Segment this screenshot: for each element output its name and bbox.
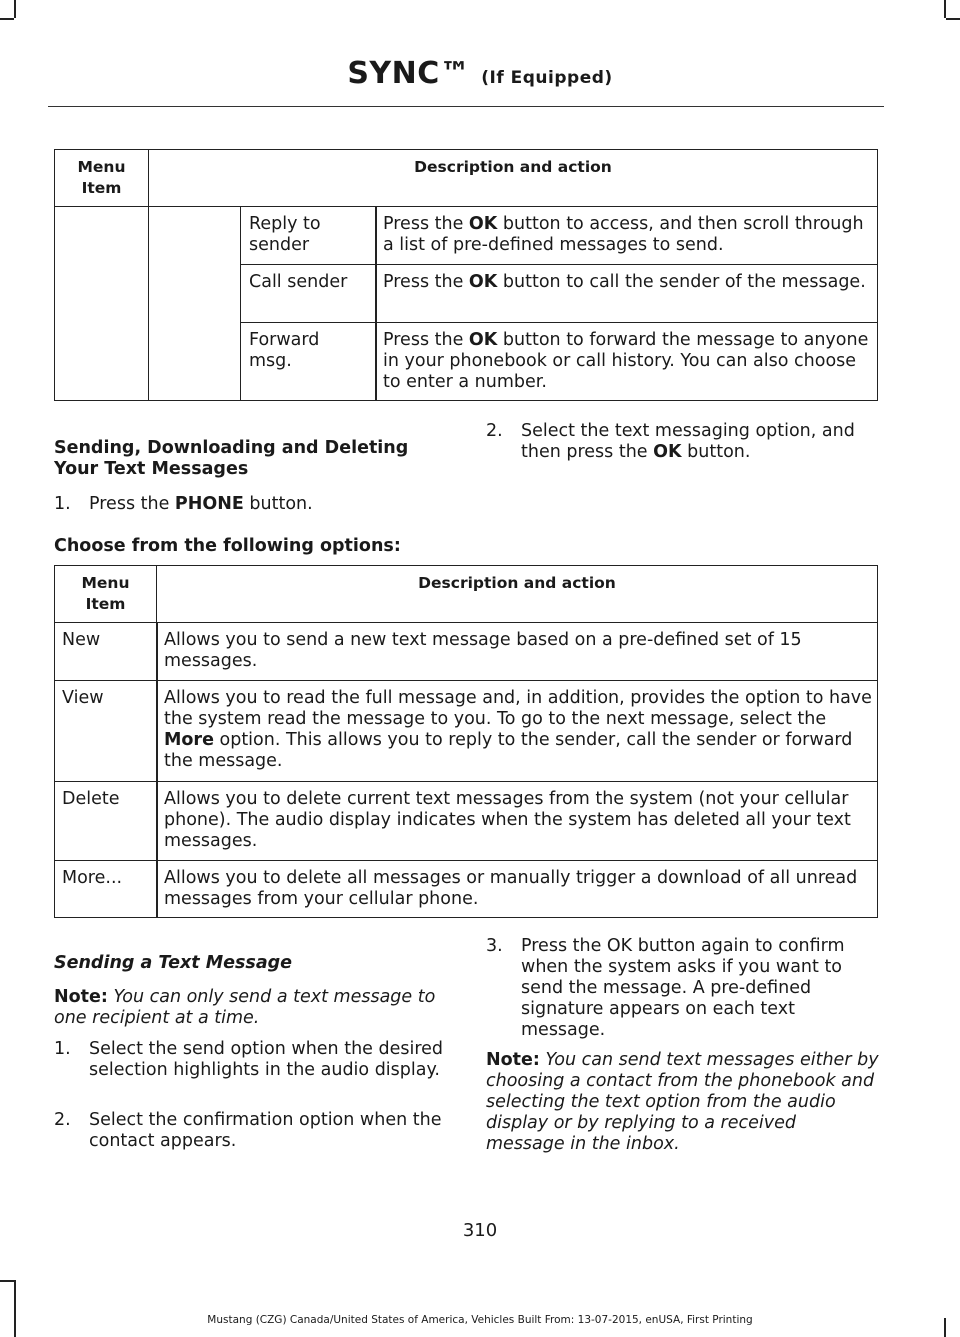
step-number: 3.: [486, 936, 503, 956]
column-header-menu-item: Menu Item: [55, 566, 157, 623]
crop-mark: [14, 0, 16, 18]
step-text: Select the confirmation option when the contact appears.: [89, 1110, 442, 1151]
row-item: New: [62, 630, 101, 650]
desc-bold: OK: [468, 330, 498, 350]
desc-text: Allows you to send a new text message based on a pre-defined set of 15 messages.: [164, 630, 802, 671]
column-header-description: Description and action: [157, 566, 877, 623]
step-text: Press the: [89, 494, 175, 514]
crop-mark: [944, 0, 946, 18]
row-item: Reply to sender: [249, 214, 321, 255]
table-row: [55, 861, 877, 917]
table-row: [241, 323, 877, 400]
row-item: Call sender: [249, 272, 348, 292]
row-item: Delete: [62, 789, 120, 809]
options-intro: Choose from the following options:: [54, 536, 401, 556]
crop-mark: [14, 1280, 16, 1337]
step-text: Select the send option when the desired selection highlights in the audio display.: [89, 1039, 444, 1080]
note-label: Note:: [54, 987, 108, 1007]
desc-text: Press the: [383, 214, 469, 234]
desc-text: Allows you to delete current text messages from the system (not your cellular phone). The audio display indicates when the system has deleted all your text messages.: [164, 789, 851, 851]
crop-mark: [946, 18, 960, 20]
table-row: [55, 623, 877, 681]
page-number: 310: [462, 1220, 498, 1241]
footer-text: Mustang (CZG) Canada/United States of America, Vehicles Built From: 13-07-2015, enUSA, First Printing: [207, 1314, 753, 1326]
crop-mark: [0, 18, 14, 20]
list-item: [486, 936, 878, 1041]
desc-bold: OK: [468, 272, 498, 292]
note-label: Note:: [486, 1050, 540, 1070]
list-item: [54, 494, 444, 515]
page-header: [0, 56, 960, 91]
cell-divider: [375, 207, 377, 264]
note-text: You can only send a text message to one recipient at a time.: [54, 987, 436, 1028]
empty-cell: [55, 207, 149, 400]
desc-bold: OK: [468, 214, 498, 234]
desc-text: Press the: [383, 272, 469, 292]
header-title: SYNC™: [347, 56, 471, 91]
step-text: Press the OK button again to confirm when the system asks if you want to send the message. A pre-defined signature appears on each text message.: [521, 936, 845, 1040]
desc-text: button to call the sender of the message.: [497, 272, 866, 292]
cell-divider: [156, 861, 158, 917]
column-header-menu-item: Menu Item: [55, 150, 149, 207]
column-header-description: Description and action: [149, 150, 877, 207]
table-row: [241, 265, 877, 323]
section-heading: Sending a Text Message: [54, 953, 293, 973]
desc-text: Press the: [383, 330, 469, 350]
section-heading: Sending, Downloading and Deleting Your Text Messages: [54, 438, 409, 479]
desc-text: Allows you to delete all messages or manually trigger a download of all unread messages from your cellular phone.: [164, 868, 858, 909]
step-text: button.: [681, 442, 751, 462]
step-number: 1.: [54, 494, 71, 514]
row-description: [383, 330, 871, 393]
step-text: Select the text messaging option, and then press the: [521, 421, 855, 462]
cell-divider: [156, 681, 158, 781]
table-row: [241, 207, 877, 265]
header-divider: [48, 106, 884, 107]
note: [54, 987, 448, 1029]
table1-overlay: [54, 149, 878, 401]
desc-text: button to access, and then scroll through a list of pre-defined messages to send.: [383, 214, 864, 255]
crop-mark: [0, 1280, 14, 1282]
cell-divider: [375, 265, 377, 322]
step-bold: OK: [653, 442, 682, 462]
row-description: [164, 688, 874, 772]
row-item: Forward msg.: [249, 330, 320, 371]
step-number: 2.: [54, 1110, 71, 1130]
cell-divider: [156, 623, 158, 680]
list-item: [54, 1110, 448, 1152]
desc-text: Allows you to read the full message and, in addition, provides the option to have the system read the message to you. To go to the next message, select the: [164, 688, 872, 729]
note: [486, 1050, 880, 1155]
table-row: [55, 782, 877, 861]
row-item: View: [62, 688, 104, 708]
cell-divider: [375, 323, 377, 400]
row-description: [383, 272, 871, 293]
header-subtitle: (If Equipped): [481, 68, 613, 88]
row-description: [164, 789, 874, 852]
note-text: You can send text messages either by choosing a contact from the phonebook and selecting the text option from the audio display or by replying to a received message in the inbox.: [486, 1050, 879, 1154]
step-number: 2.: [486, 421, 503, 441]
desc-bold: More: [164, 730, 214, 750]
row-description: [164, 630, 874, 672]
list-item: [486, 421, 878, 463]
step-number: 1.: [54, 1039, 71, 1059]
row-item: More...: [62, 868, 123, 888]
table-row: [55, 681, 877, 782]
text-message-menu-table: [54, 565, 878, 918]
cell-divider: [156, 782, 158, 860]
step-bold: PHONE: [174, 494, 244, 514]
list-item: [54, 1039, 448, 1081]
step-text: button.: [243, 494, 313, 514]
desc-text: button to forward the message to anyone in your phonebook or call history. You can also choose to enter a number.: [383, 330, 869, 392]
desc-text: option. This allows you to reply to the sender, call the sender or forward the message.: [164, 730, 853, 771]
row-description: [383, 214, 871, 256]
empty-cell: [149, 207, 241, 400]
row-description: [164, 868, 874, 910]
